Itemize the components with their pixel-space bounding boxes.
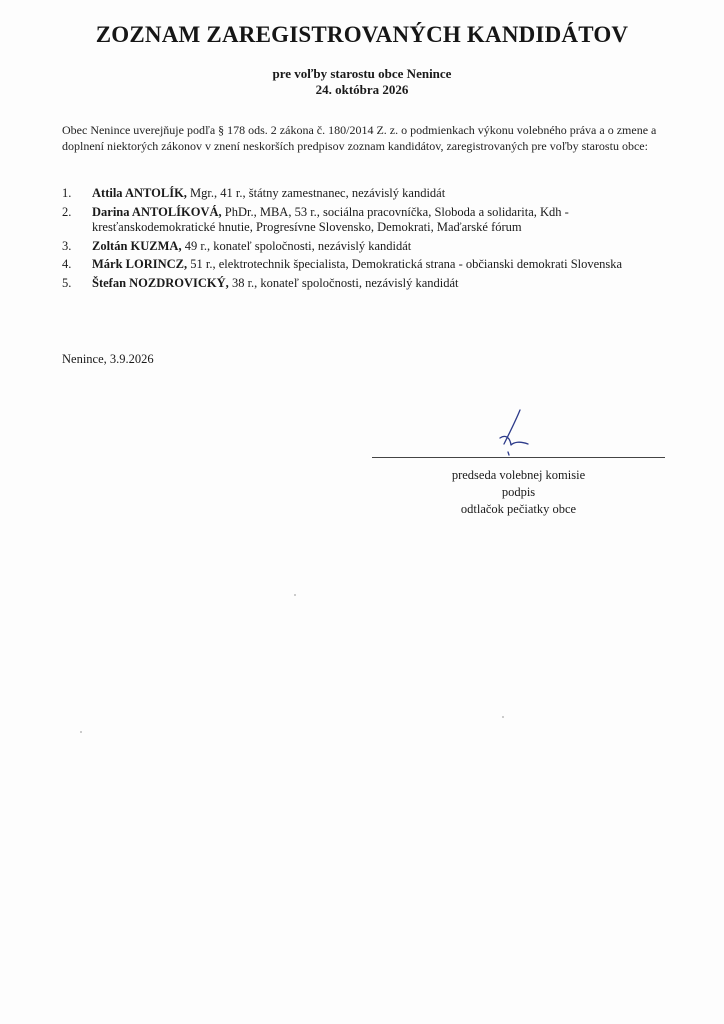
signature-block bbox=[372, 467, 665, 518]
candidate-item bbox=[62, 205, 662, 236]
subtitle-date: 24. októbra 2026 bbox=[315, 82, 409, 97]
subtitle-election: pre voľby starostu obce Nenince bbox=[272, 66, 452, 81]
document-title: ZOZNAM ZAREGISTROVANÝCH KANDIDÁTOV bbox=[95, 22, 629, 47]
candidate-number: 3. bbox=[62, 238, 72, 253]
candidate-number: 5. bbox=[62, 275, 72, 290]
scan-speck bbox=[80, 731, 82, 733]
document-subtitle bbox=[0, 66, 724, 98]
signature-line bbox=[372, 457, 665, 458]
candidate-list bbox=[62, 186, 662, 294]
candidate-name: Attila ANTOLÍK, bbox=[92, 186, 187, 200]
candidate-item bbox=[62, 186, 662, 202]
place-and-date: Nenince, 3.9.2026 bbox=[62, 352, 154, 366]
scan-speck bbox=[502, 716, 504, 718]
candidate-details: 38 r., konateľ spoločnosti, nezávislý kandidát bbox=[228, 275, 459, 290]
stamp-label: odtlačok pečiatky obce bbox=[460, 502, 577, 516]
signature-label: podpis bbox=[501, 485, 536, 499]
intro-paragraph: Obec Nenince uverejňuje podľa § 178 ods. 2 zákona č. 180/2014 Z. z. o podmienkach výkonu volebného práva a o zmene a doplnení niektorých zákonov v znení neskorších predpisov zoznam kandidátov, zaregistrovaných pre voľby starostu obce: bbox=[62, 123, 657, 153]
candidate-number: 2. bbox=[62, 204, 72, 219]
candidate-number: 4. bbox=[62, 257, 72, 271]
scan-speck bbox=[294, 594, 296, 596]
candidate-name: Štefan NOZDROVICKÝ, bbox=[92, 275, 229, 290]
candidate-item bbox=[62, 239, 662, 255]
candidate-item bbox=[62, 276, 662, 292]
candidate-name: Zoltán KUZMA, bbox=[92, 238, 182, 253]
candidate-details: 51 r., elektrotechnik špecialista, Demokratická strana - občianski demokrati Slovenska bbox=[187, 257, 623, 271]
candidate-item bbox=[62, 257, 662, 273]
candidate-number: 1. bbox=[62, 186, 72, 200]
candidate-name: Darina ANTOLÍKOVÁ, bbox=[92, 204, 222, 219]
commission-chair-label: predseda volebnej komisie bbox=[451, 468, 586, 482]
candidate-details: 49 r., konateľ spoločnosti, nezávislý kandidát bbox=[181, 238, 412, 253]
candidate-details: Mgr., 41 r., štátny zamestnanec, nezávislý kandidát bbox=[186, 186, 446, 200]
candidate-name: Márk LORINCZ, bbox=[92, 257, 188, 271]
handwritten-signature bbox=[480, 408, 550, 458]
candidate-details: PhDr., MBA, 53 r., sociálna pracovníčka, Sloboda a solidarita, Kdh - kresťanskodemokratické hnutie, Progresívne Slovensko, Demokrati, Maďarské fórum bbox=[92, 204, 569, 234]
